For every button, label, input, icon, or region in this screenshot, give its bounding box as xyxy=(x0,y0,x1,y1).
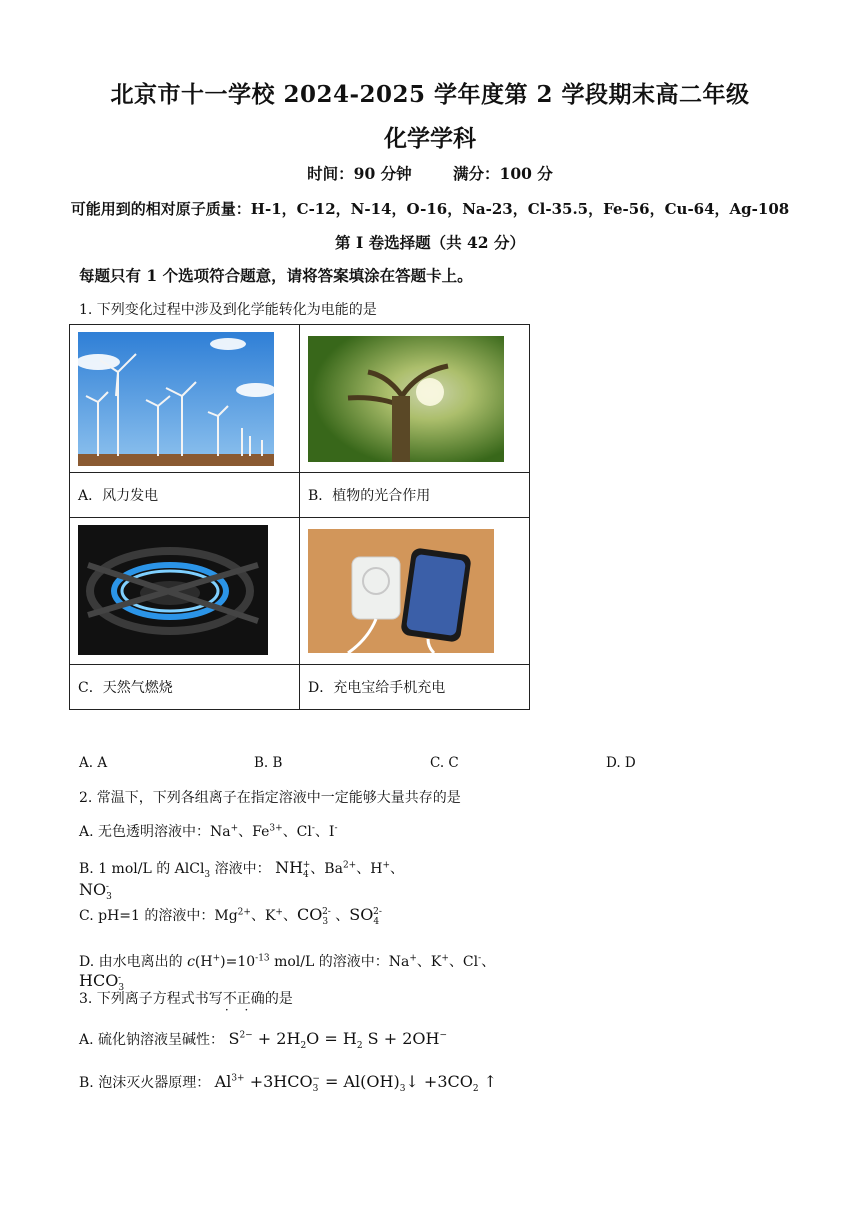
q1-option-b[interactable]: B. B xyxy=(254,755,283,771)
q2-stem: 2. 常温下，下列各组离子在指定溶液中一定能够大量共存的是 xyxy=(79,790,461,806)
subject-title: 化学学科 xyxy=(384,125,476,152)
q1-option-c[interactable]: C. C xyxy=(430,755,459,771)
q3-option-a[interactable]: A. 硫化钠溶液呈碱性： $S^{2-} + 2H_2O = H_2$ S + 2OH− xyxy=(79,1029,447,1052)
atomic-masses: 可能用到的相对原子质量：H-1，C-12，N-14，O-16，Na-23，Cl-35.5，Fe-56，Cu-64，Ag-108 xyxy=(70,200,790,218)
power-bank-phone-image xyxy=(308,529,494,653)
q2-option-d[interactable]: D. 由水电离出的 $c(H^+)=10^{-13}$ mol/L 的溶液中：Na+、K+、Cl-、$HCO_3^-$ xyxy=(79,953,496,993)
q1-image-table xyxy=(69,324,530,710)
q1-cell-a-caption: A．风力发电 xyxy=(70,473,300,518)
q2-option-b[interactable]: B. 1 mol/L 的 AlCl$_3$ 溶液中： $NH_4^+$、$Ba^{2+}$、H+、$NO_3^-$ xyxy=(79,858,404,902)
q1-cell-b-caption: B．植物的光合作用 xyxy=(300,473,530,518)
q2-option-a[interactable]: A. 无色透明溶液中：Na+、$Fe^{3+}$、Cl-、I- xyxy=(79,823,338,840)
q2-option-c[interactable]: C. pH=1 的溶液中：$Mg^{2+}$、K+、$CO_3^{2-}$ 、$SO_4^{2-}$ xyxy=(79,905,382,927)
tree-sunlight-image xyxy=(308,336,504,462)
exam-info xyxy=(0,162,860,184)
q1-cell-d-image xyxy=(300,518,530,665)
q1-cell-b-image xyxy=(300,325,530,473)
exam-time: 时间：90 分钟 xyxy=(307,164,412,183)
emphasis-dots: 不正确 · · xyxy=(223,991,265,1007)
q1-stem: 1. 下列变化过程中涉及到化学能转化为电能的是 xyxy=(79,302,377,318)
section-title: 第 I 卷选择题（共 42 分） xyxy=(335,233,525,252)
gas-burner-image xyxy=(78,525,268,655)
exam-score: 满分：100 分 xyxy=(453,164,553,183)
q1-cell-c-caption: C．天然气燃烧 xyxy=(70,665,300,710)
q3-stem: 3. 下列离子方程式书写不正确 · ·的是 xyxy=(79,988,293,1008)
q3-option-b[interactable]: B. 泡沫灭火器原理： $Al^{3+} +3HCO_3^-$ = $Al(OH)_3↓ +3CO_2$ ↑ xyxy=(79,1072,498,1095)
instruction: 每题只有 1 个选项符合题意，请将答案填涂在答题卡上。 xyxy=(79,266,473,285)
q1-option-a[interactable]: A. A xyxy=(79,755,108,771)
q1-cell-a-image xyxy=(70,325,300,473)
wind-turbines-image xyxy=(78,332,274,466)
exam-title: 北京市十一学校 2024-2025 学年度第 2 学段期末高二年级 xyxy=(110,81,750,108)
q1-option-d[interactable]: D. D xyxy=(606,755,636,771)
q1-cell-d-caption: D．充电宝给手机充电 xyxy=(300,665,530,710)
q1-cell-c-image xyxy=(70,518,300,665)
